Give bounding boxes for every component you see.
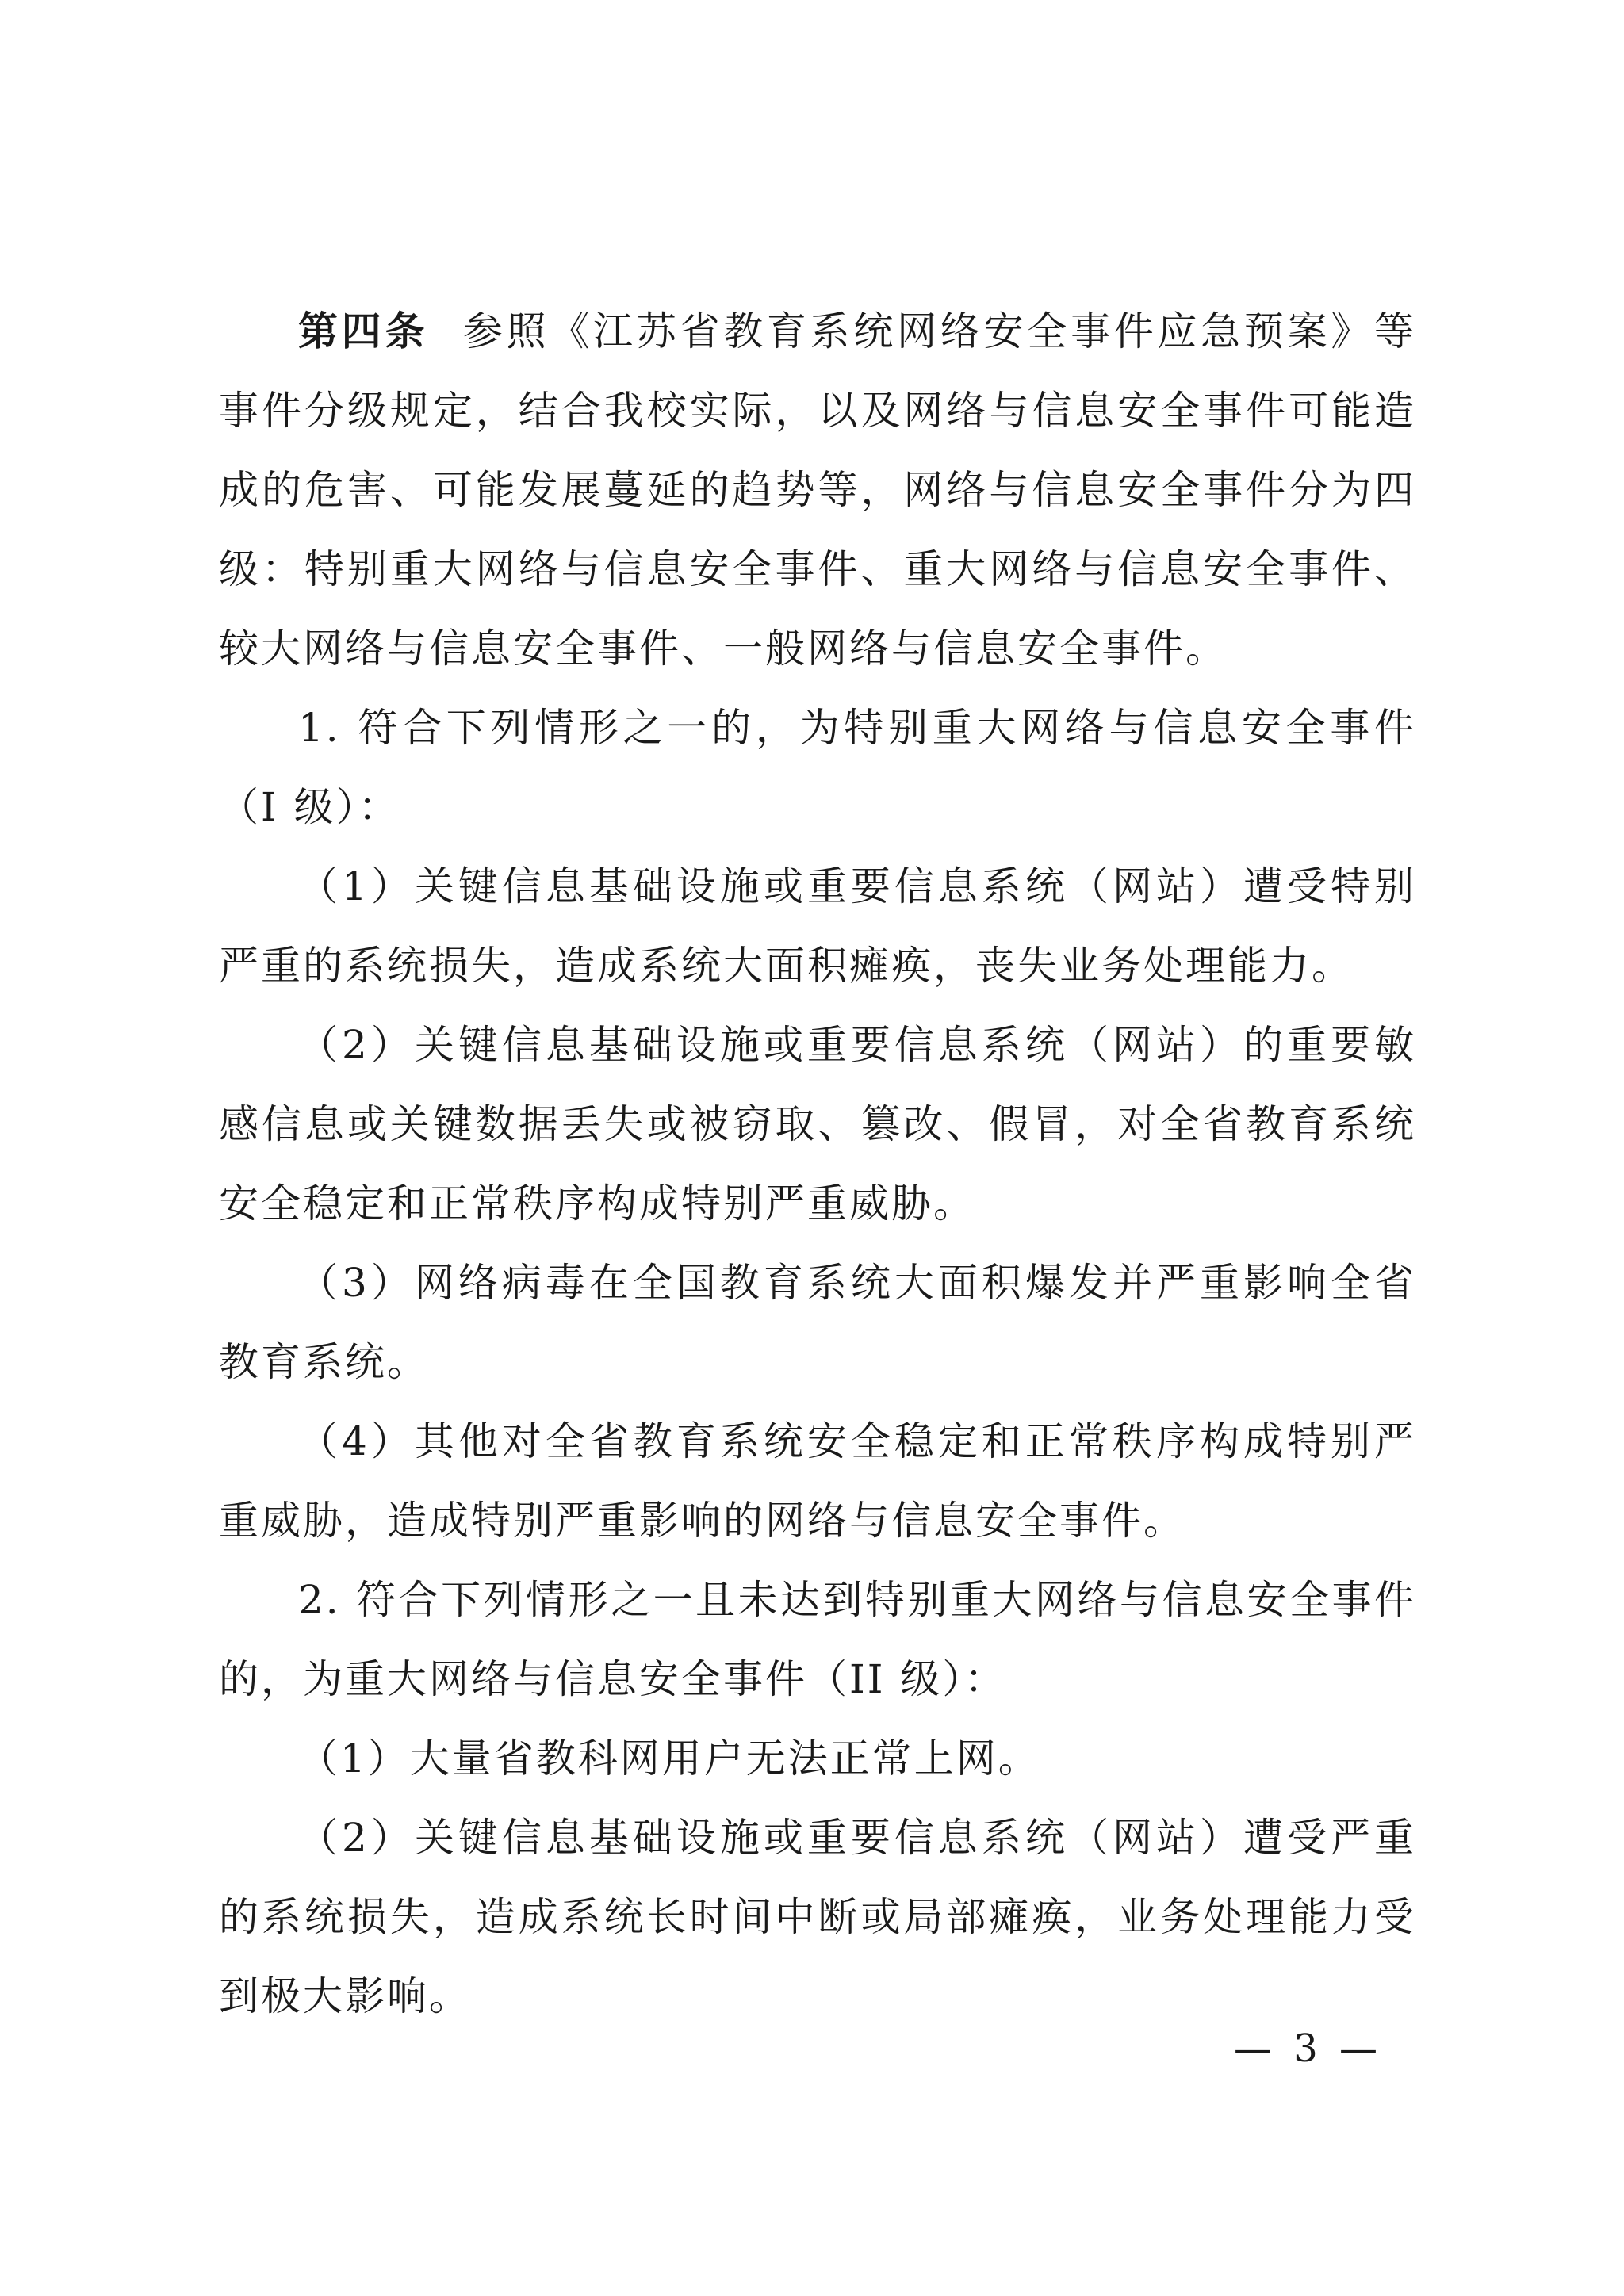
paragraph-level-1-item-1: （1）关键信息基础设施或重要信息系统（网站）遭受特别严重的系统损失，造成系统大面积瘫痪，丧失业务处理能力。	[219, 863, 1416, 989]
paragraph-level-2-item-2: （2）关键信息基础设施或重要信息系统（网站）遭受严重的系统损失，造成系统长时间中断或局部瘫痪，业务处理能力受到极大影响。	[219, 1815, 1416, 2019]
paragraph-level-1-item-4: （4）其他对全省教育系统安全稳定和正常秩序构成特别严重威胁，造成特别严重影响的网络与信息安全事件。	[219, 1418, 1416, 1544]
article-number: 第四条	[298, 308, 429, 354]
page-number: — 3 —	[1234, 2026, 1383, 2071]
paragraph-level-1-item-2: （2）关键信息基础设施或重要信息系统（网站）的重要敏感信息或关键数据丢失或被窃取、篡改、假冒，对全省教育系统安全稳定和正常秩序构成特别严重威胁。	[219, 1022, 1416, 1226]
paragraph-level-2-item-1: （1）大量省教科网用户无法正常上网。	[298, 1735, 1040, 1781]
article-text: 参照《江苏省教育系统网络安全事件应急预案》等事件分级规定，结合我校实际，以及网络与信息安全事件可能造成的危害、可能发展蔓延的趋势等，网络与信息安全事件分为四级：特别重大网络与信息安全事件、重大网络与信息安全事件、较大网络与信息安全事件、一般网络与信息安全事件。	[219, 308, 1417, 672]
paragraph-level-2-intro: 2. 符合下列情形之一且未达到特别重大网络与信息安全事件的，为重大网络与信息安全事件（II 级）：	[219, 1577, 1416, 1702]
paragraph-level-1-intro: 1. 符合下列情形之一的，为特别重大网络与信息安全事件（I 级）：	[219, 705, 1416, 830]
article-paragraph	[219, 292, 1416, 688]
document-body	[219, 292, 1416, 2036]
paragraph-level-1-item-3: （3）网络病毒在全国教育系统大面积爆发并严重影响全省教育系统。	[219, 1260, 1416, 1385]
